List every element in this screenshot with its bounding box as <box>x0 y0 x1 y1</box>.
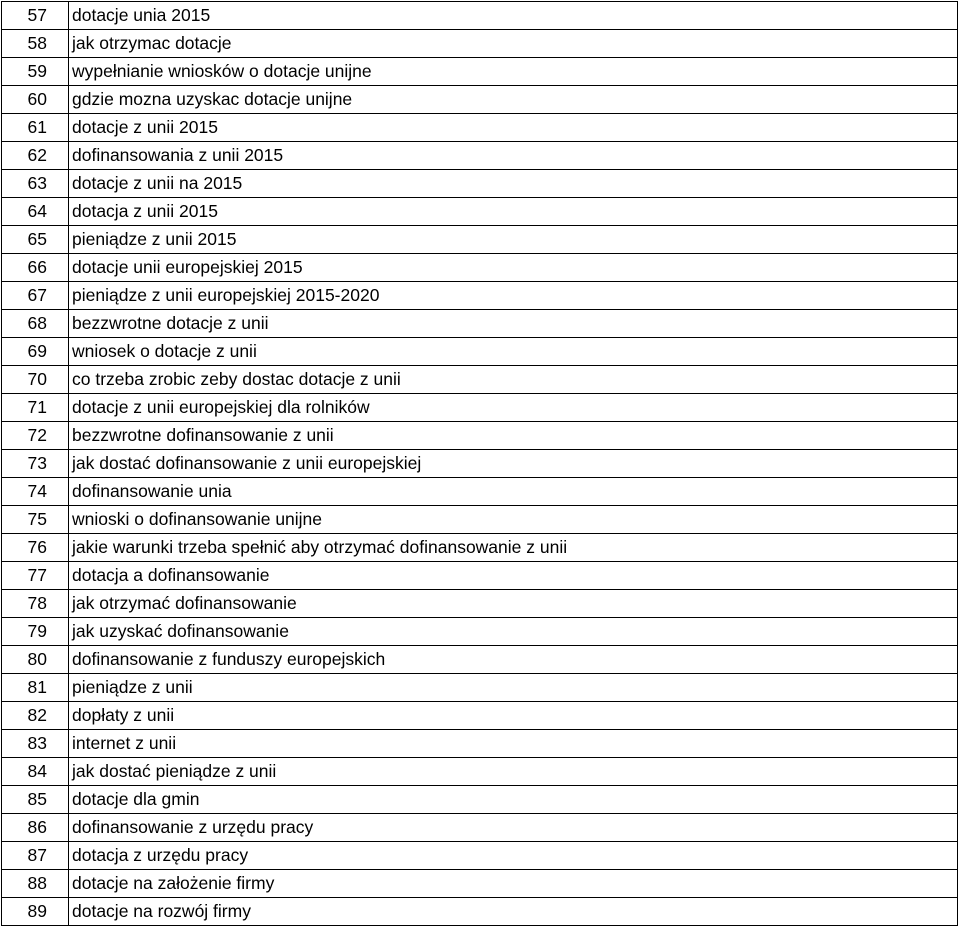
table-row <box>2 450 958 478</box>
keyword-cell[interactable]: dotacja z unii 2015 <box>69 198 958 226</box>
table-row <box>2 618 958 646</box>
table-row <box>2 702 958 730</box>
keyword-cell[interactable]: gdzie mozna uzyskac dotacje unijne <box>69 86 958 114</box>
table-row <box>2 2 958 30</box>
keyword-cell[interactable]: pieniądze z unii <box>69 674 958 702</box>
row-number-cell[interactable]: 60 <box>2 86 69 114</box>
keyword-cell[interactable]: internet z unii <box>69 730 958 758</box>
row-number-cell[interactable]: 66 <box>2 254 69 282</box>
row-number-cell[interactable]: 77 <box>2 562 69 590</box>
keyword-cell[interactable]: jakie warunki trzeba spełnić aby otrzymać dofinansowanie z unii <box>69 534 958 562</box>
row-number-cell[interactable]: 65 <box>2 226 69 254</box>
row-number-cell[interactable]: 74 <box>2 478 69 506</box>
table-row <box>2 674 958 702</box>
table-row <box>2 590 958 618</box>
table-row <box>2 366 958 394</box>
table-row <box>2 394 958 422</box>
table-row <box>2 142 958 170</box>
table-row <box>2 506 958 534</box>
keyword-cell[interactable]: bezzwrotne dotacje z unii <box>69 310 958 338</box>
row-number-cell[interactable]: 70 <box>2 366 69 394</box>
keyword-cell[interactable]: dotacje z unii europejskiej dla rolników <box>69 394 958 422</box>
keyword-cell[interactable]: jak uzyskać dofinansowanie <box>69 618 958 646</box>
keyword-cell[interactable]: dotacje na rozwój firmy <box>69 898 958 926</box>
row-number-cell[interactable]: 62 <box>2 142 69 170</box>
keyword-cell[interactable]: dotacja z urzędu pracy <box>69 842 958 870</box>
row-number-cell[interactable]: 86 <box>2 814 69 842</box>
table-row <box>2 282 958 310</box>
table-row <box>2 478 958 506</box>
keyword-cell[interactable]: wnioski o dofinansowanie unijne <box>69 506 958 534</box>
keyword-cell[interactable]: dotacje unii europejskiej 2015 <box>69 254 958 282</box>
table-row <box>2 758 958 786</box>
table-row <box>2 114 958 142</box>
row-number-cell[interactable]: 78 <box>2 590 69 618</box>
table-row <box>2 814 958 842</box>
row-number-cell[interactable]: 73 <box>2 450 69 478</box>
keyword-cell[interactable]: jak otrzymać dofinansowanie <box>69 590 958 618</box>
row-number-cell[interactable]: 81 <box>2 674 69 702</box>
row-number-cell[interactable]: 82 <box>2 702 69 730</box>
row-number-cell[interactable]: 71 <box>2 394 69 422</box>
row-number-cell[interactable]: 79 <box>2 618 69 646</box>
row-number-cell[interactable]: 76 <box>2 534 69 562</box>
keyword-cell[interactable]: dotacje dla gmin <box>69 786 958 814</box>
row-number-cell[interactable]: 58 <box>2 30 69 58</box>
row-number-cell[interactable]: 61 <box>2 114 69 142</box>
table-row <box>2 338 958 366</box>
row-number-cell[interactable]: 88 <box>2 870 69 898</box>
keyword-cell[interactable]: dotacje na założenie firmy <box>69 870 958 898</box>
keyword-cell[interactable]: dopłaty z unii <box>69 702 958 730</box>
row-number-cell[interactable]: 83 <box>2 730 69 758</box>
row-number-cell[interactable]: 64 <box>2 198 69 226</box>
keyword-table-body <box>2 2 958 926</box>
keyword-cell[interactable]: dofinansowanie unia <box>69 478 958 506</box>
keyword-cell[interactable]: dotacje z unii na 2015 <box>69 170 958 198</box>
keyword-cell[interactable]: dofinansowania z unii 2015 <box>69 142 958 170</box>
keyword-cell[interactable]: bezzwrotne dofinansowanie z unii <box>69 422 958 450</box>
row-number-cell[interactable]: 85 <box>2 786 69 814</box>
table-row <box>2 226 958 254</box>
table-row <box>2 198 958 226</box>
row-number-cell[interactable]: 57 <box>2 2 69 30</box>
keyword-cell[interactable]: wypełnianie wniosków o dotacje unijne <box>69 58 958 86</box>
keyword-table <box>1 1 958 926</box>
table-row <box>2 534 958 562</box>
table-row <box>2 870 958 898</box>
row-number-cell[interactable]: 69 <box>2 338 69 366</box>
table-row <box>2 730 958 758</box>
table-row <box>2 254 958 282</box>
row-number-cell[interactable]: 87 <box>2 842 69 870</box>
keyword-cell[interactable]: dofinansowanie z funduszy europejskich <box>69 646 958 674</box>
table-row <box>2 898 958 926</box>
row-number-cell[interactable]: 63 <box>2 170 69 198</box>
row-number-cell[interactable]: 72 <box>2 422 69 450</box>
table-row <box>2 422 958 450</box>
keyword-cell[interactable]: jak dostać pieniądze z unii <box>69 758 958 786</box>
row-number-cell[interactable]: 89 <box>2 898 69 926</box>
row-number-cell[interactable]: 67 <box>2 282 69 310</box>
keyword-cell[interactable]: wniosek o dotacje z unii <box>69 338 958 366</box>
keyword-cell[interactable]: dotacje unia 2015 <box>69 2 958 30</box>
row-number-cell[interactable]: 75 <box>2 506 69 534</box>
keyword-cell[interactable]: dotacje z unii 2015 <box>69 114 958 142</box>
table-row <box>2 786 958 814</box>
keyword-cell[interactable]: jak otrzymac dotacje <box>69 30 958 58</box>
table-row <box>2 646 958 674</box>
keyword-cell[interactable]: jak dostać dofinansowanie z unii europejskiej <box>69 450 958 478</box>
keyword-cell[interactable]: pieniądze z unii europejskiej 2015-2020 <box>69 282 958 310</box>
row-number-cell[interactable]: 68 <box>2 310 69 338</box>
keyword-cell[interactable]: dotacja a dofinansowanie <box>69 562 958 590</box>
table-row <box>2 562 958 590</box>
table-row <box>2 58 958 86</box>
table-row <box>2 310 958 338</box>
table-row <box>2 30 958 58</box>
keyword-cell[interactable]: pieniądze z unii 2015 <box>69 226 958 254</box>
table-row <box>2 86 958 114</box>
table-row <box>2 170 958 198</box>
keyword-cell[interactable]: co trzeba zrobic zeby dostac dotacje z unii <box>69 366 958 394</box>
row-number-cell[interactable]: 80 <box>2 646 69 674</box>
row-number-cell[interactable]: 59 <box>2 58 69 86</box>
row-number-cell[interactable]: 84 <box>2 758 69 786</box>
keyword-cell[interactable]: dofinansowanie z urzędu pracy <box>69 814 958 842</box>
table-row <box>2 842 958 870</box>
